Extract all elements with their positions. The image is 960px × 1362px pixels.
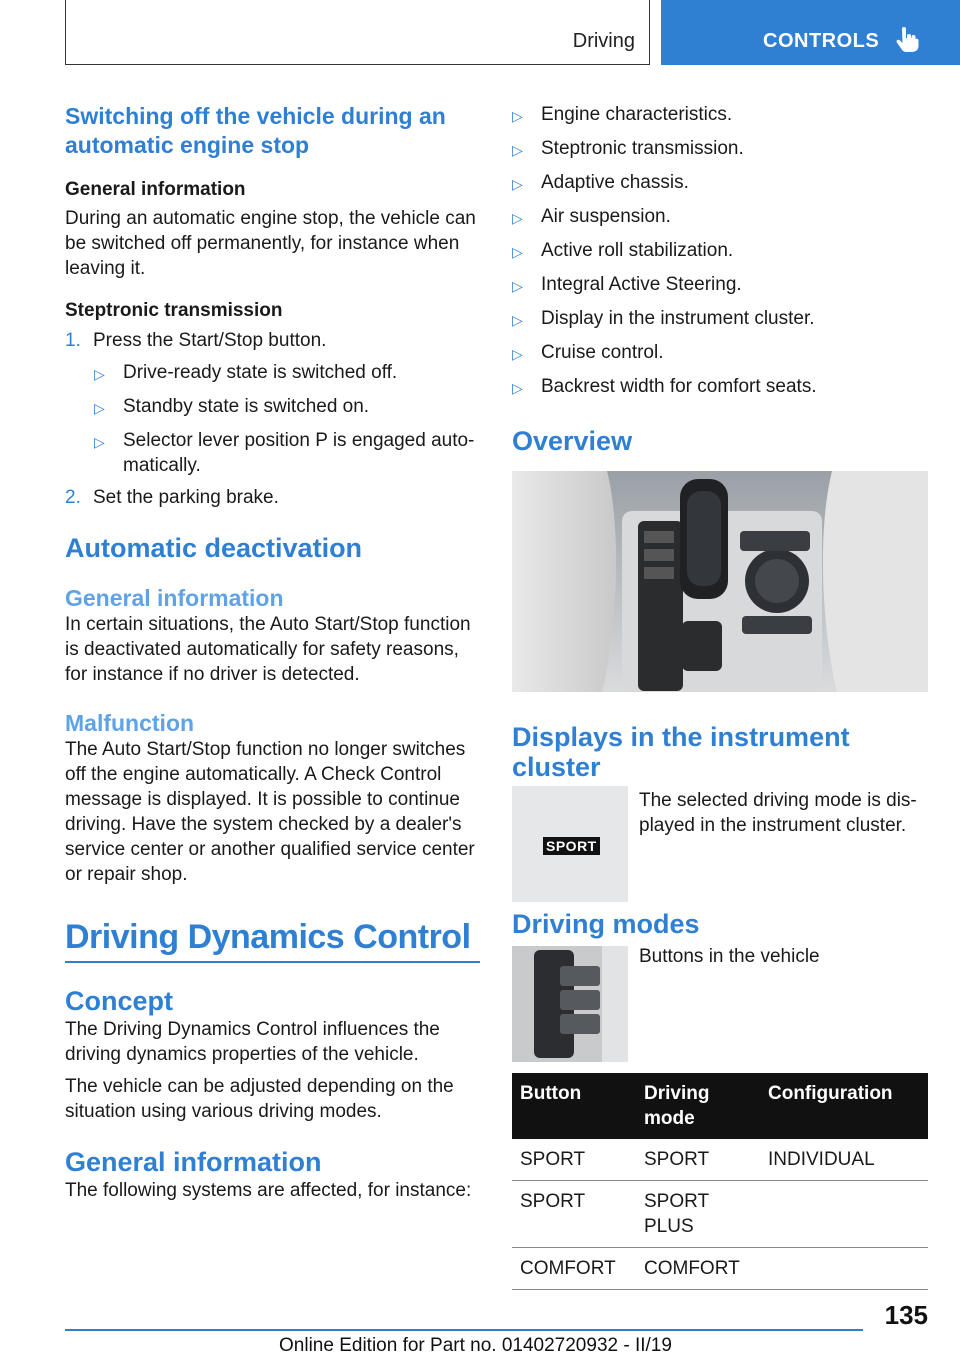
bullet-text: Standby state is switched on.	[123, 396, 370, 417]
list-item	[94, 360, 480, 387]
step-2	[65, 485, 480, 510]
header-section-box	[65, 0, 650, 65]
paragraph-general-information-2: The following systems are affected, for instance:	[65, 1180, 472, 1201]
table-cell: COMFORT	[512, 1248, 636, 1290]
table-row	[512, 1181, 928, 1248]
center-console-image	[512, 471, 928, 692]
list-item	[512, 238, 928, 265]
bullet-text: Active roll stabilization.	[541, 240, 734, 261]
hand-pointer-icon	[894, 27, 920, 53]
edition-text: Online Edition for Part no. 01402720932 - II/19	[279, 1335, 672, 1356]
chapter-tab	[661, 0, 960, 65]
triangle-bullet-icon: ▷	[94, 400, 105, 416]
list-item	[512, 374, 928, 401]
step-text: Set the parking brake.	[93, 487, 279, 508]
heading-switch-off: Switching off the vehicle during an automatic engine stop	[65, 103, 446, 158]
paragraph-concept-2: The vehicle can be adjusted depending on the situation using various driving modes.	[65, 1076, 454, 1122]
driving-modes-block	[512, 946, 928, 1062]
step-text: Press the Start/Stop button.	[93, 330, 327, 351]
triangle-bullet-icon: ▷	[94, 434, 105, 450]
paragraph-automatic-deactivation: In certain situations, the Auto Start/Stop function is deactivated automatically for safety reasons, for instance if no driver is detected.	[65, 614, 471, 685]
paragraph-driving-modes: Buttons in the vehicle	[639, 946, 820, 967]
bullet-text: Backrest width for comfort seats.	[541, 376, 817, 397]
list-item	[512, 170, 928, 197]
paragraph-displays: The selected driving mode is dis-played in the instrument cluster.	[639, 790, 917, 836]
triangle-bullet-icon: ▷	[94, 366, 105, 382]
heading-displays-instrument-cluster: Displays in the instrument cluster	[512, 722, 850, 782]
table-cell	[760, 1181, 928, 1248]
list-item	[94, 428, 480, 478]
column-header: Configuration	[760, 1073, 928, 1139]
heading-automatic-deactivation: Automatic deactivation	[65, 533, 363, 563]
triangle-bullet-icon: ▷	[512, 278, 523, 294]
triangle-bullet-icon: ▷	[512, 176, 523, 192]
list-item	[512, 340, 928, 367]
list-item	[512, 272, 928, 299]
list-item	[512, 136, 928, 163]
paragraph-malfunction: The Auto Start/Stop function no longer switches off the engine automatically. A Check Control message is displayed. It is possible to continue driving. Have the system checked by a dealer's service center or another qualified service center or repair shop.	[65, 739, 475, 885]
bullet-text: Integral Active Steering.	[541, 274, 742, 295]
driving-modes-table	[512, 1073, 928, 1290]
table-cell: SPORT PLUS	[636, 1181, 760, 1248]
table-cell: SPORT	[512, 1139, 636, 1181]
step-number: 1.	[65, 330, 81, 351]
page-number: 135	[884, 1300, 928, 1330]
triangle-bullet-icon: ▷	[512, 312, 523, 328]
bullet-text: Engine characteristics.	[541, 104, 733, 125]
triangle-bullet-icon: ▷	[512, 346, 523, 362]
paragraph-concept-1: The Driving Dynamics Control influences the driving dynamics properties of the vehicle.	[65, 1019, 440, 1065]
column-header: Driving mode	[636, 1073, 760, 1139]
list-item	[512, 102, 928, 129]
bullet-text: Cruise control.	[541, 342, 664, 363]
bullet-text: Adaptive chassis.	[541, 172, 689, 193]
driving-mode-buttons-image	[512, 946, 628, 1062]
table-row	[512, 1139, 928, 1181]
step-1	[65, 328, 480, 353]
column-header: Button	[512, 1073, 636, 1139]
steptronic-steps	[65, 328, 480, 510]
subheading-steptronic: Steptronic transmission	[65, 300, 283, 321]
bullet-text: Selector lever position P is engaged auto-matically.	[123, 430, 475, 476]
triangle-bullet-icon: ▷	[512, 210, 523, 226]
table-cell: SPORT	[512, 1181, 636, 1248]
chapter-title: CONTROLS	[763, 30, 880, 52]
bullet-text: Drive-ready state is switched off.	[123, 362, 398, 383]
bullet-text: Display in the instrument cluster.	[541, 308, 815, 329]
displays-block	[512, 786, 928, 902]
subheading-general-information: General information	[65, 179, 246, 200]
triangle-bullet-icon: ▷	[512, 244, 523, 260]
bullet-text: Air suspension.	[541, 206, 671, 227]
triangle-bullet-icon: ▷	[512, 142, 523, 158]
sport-badge: SPORT	[543, 837, 600, 855]
heading-concept: Concept	[65, 986, 173, 1016]
right-column	[512, 102, 928, 1290]
table-cell: SPORT	[636, 1139, 760, 1181]
heading-overview: Overview	[512, 426, 633, 456]
table-cell: INDIVIDUAL	[760, 1139, 928, 1181]
triangle-bullet-icon: ▷	[512, 108, 523, 124]
heading-malfunction: Malfunction	[65, 710, 195, 736]
section-title: Driving	[572, 30, 635, 52]
step-1-bullets	[65, 360, 480, 478]
left-column	[65, 102, 480, 1203]
heading-driving-dynamics-control: Driving Dynamics Control	[65, 918, 471, 956]
list-item	[512, 204, 928, 231]
table-header-row	[512, 1073, 928, 1139]
affected-systems-list	[512, 102, 928, 401]
paragraph-general-information: During an automatic engine stop, the vehicle can be switched off permanently, for instance when leaving it.	[65, 208, 476, 279]
list-item	[512, 306, 928, 333]
step-number: 2.	[65, 487, 81, 508]
driving-mode-buttons-thumbnail	[512, 946, 628, 1062]
heading-rule	[65, 961, 480, 963]
footer-rule	[65, 1329, 863, 1331]
center-console-photo	[512, 471, 928, 692]
table-cell: COMFORT	[636, 1248, 760, 1290]
bullet-text: Steptronic transmission.	[541, 138, 744, 159]
triangle-bullet-icon: ▷	[512, 380, 523, 396]
instrument-cluster-thumbnail	[512, 786, 628, 902]
list-item	[94, 394, 480, 421]
table-cell	[760, 1248, 928, 1290]
heading-general-information-2: General information	[65, 1147, 322, 1177]
table-row	[512, 1248, 928, 1290]
heading-driving-modes: Driving modes	[512, 909, 700, 939]
heading-general-information: General information	[65, 585, 284, 611]
